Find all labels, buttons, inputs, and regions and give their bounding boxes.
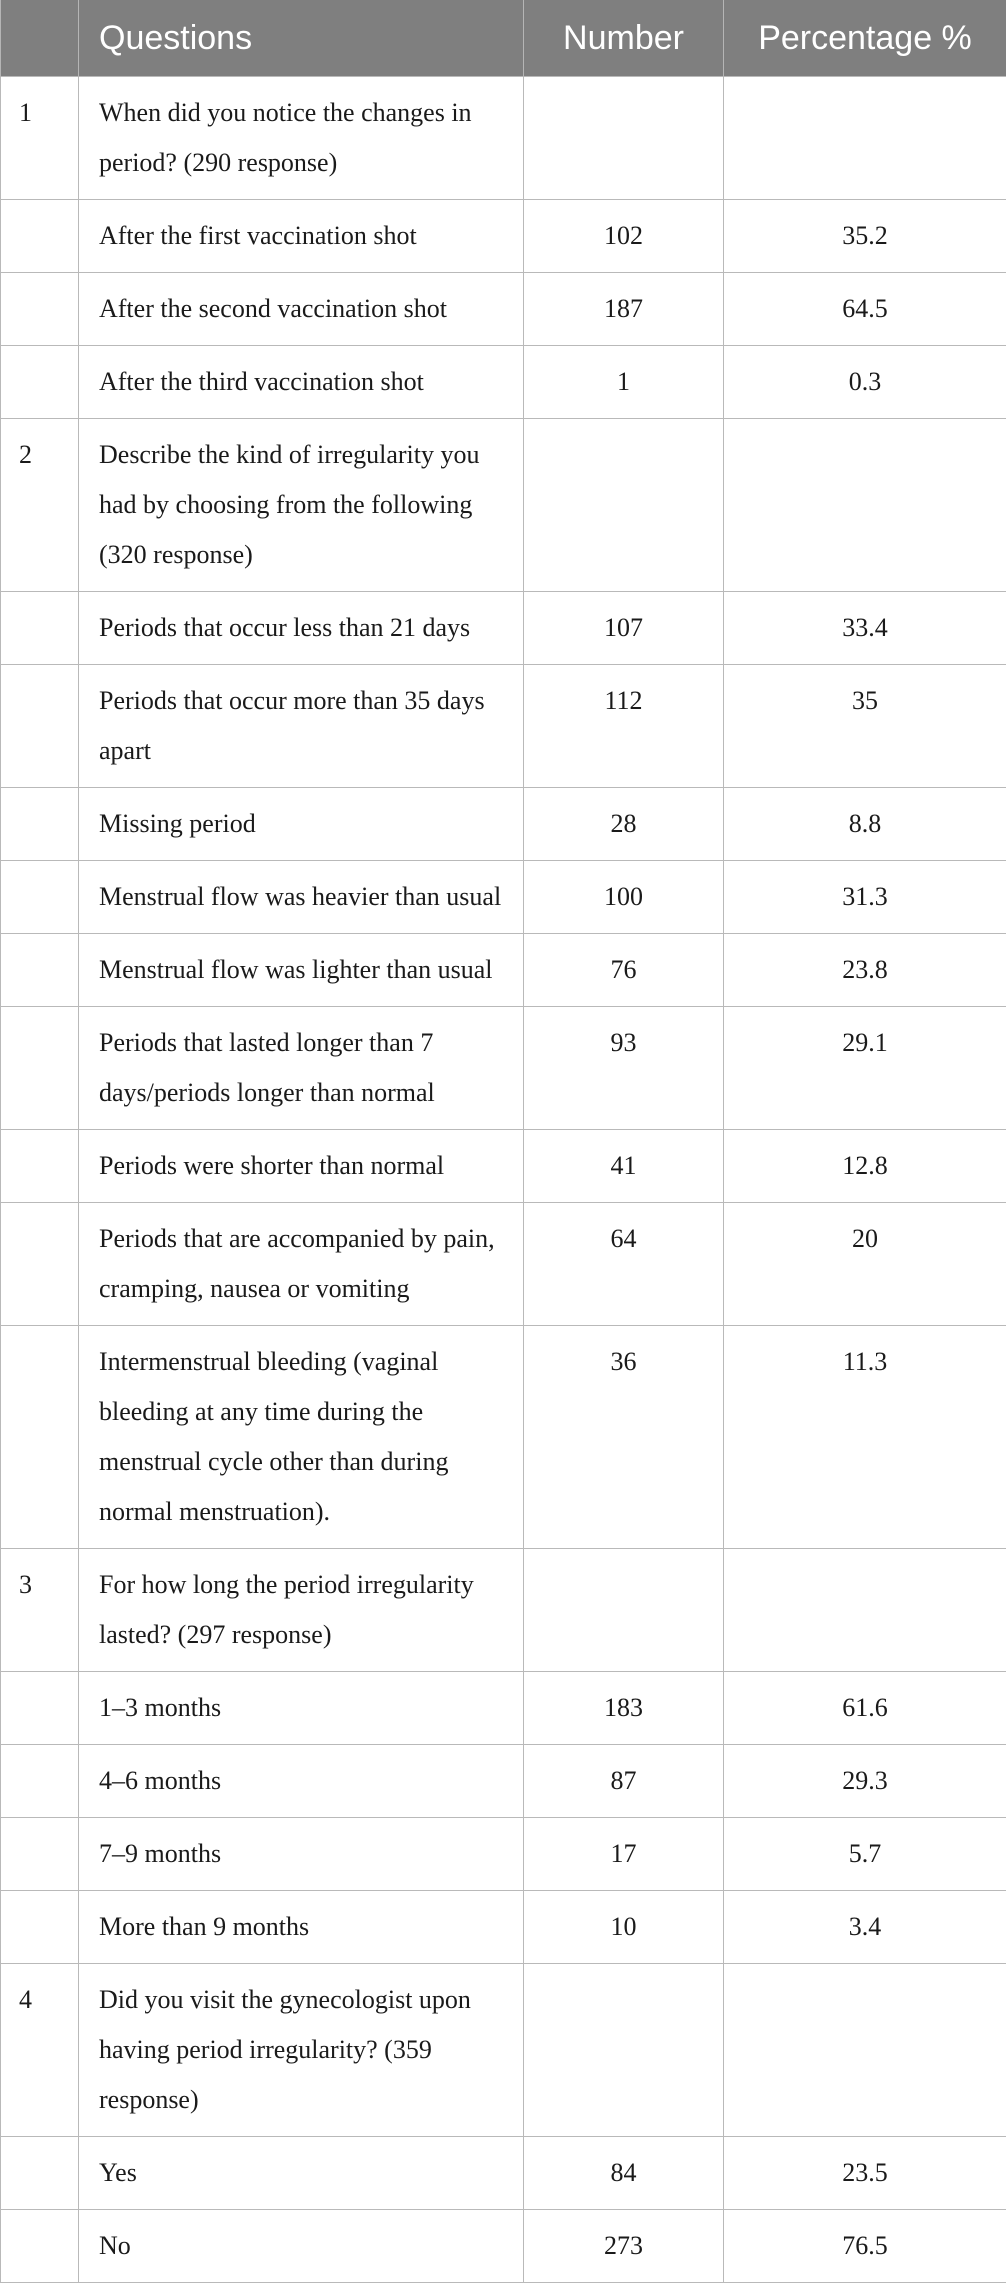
row-index: 3 xyxy=(1,1549,79,1672)
row-index xyxy=(1,788,79,861)
row-percentage: 5.7 xyxy=(724,1818,1006,1891)
row-number: 41 xyxy=(524,1130,724,1203)
row-percentage: 23.5 xyxy=(724,2137,1006,2210)
row-number xyxy=(524,1964,724,2137)
row-percentage: 64.5 xyxy=(724,273,1006,346)
row-percentage: 76.5 xyxy=(724,2210,1006,2283)
row-index xyxy=(1,2137,79,2210)
table-body xyxy=(1,77,1006,2283)
row-number: 112 xyxy=(524,665,724,788)
row-number: 17 xyxy=(524,1818,724,1891)
answer-row xyxy=(1,1203,1006,1326)
row-number xyxy=(524,1549,724,1672)
row-index: 4 xyxy=(1,1964,79,2137)
row-text: More than 9 months xyxy=(79,1891,524,1964)
answer-row xyxy=(1,1891,1006,1964)
row-number: 183 xyxy=(524,1672,724,1745)
answer-row xyxy=(1,861,1006,934)
row-number: 36 xyxy=(524,1326,724,1549)
answer-row xyxy=(1,1745,1006,1818)
row-text: No xyxy=(79,2210,524,2283)
row-percentage xyxy=(724,419,1006,592)
row-percentage: 11.3 xyxy=(724,1326,1006,1549)
header-percentage: Percentage % xyxy=(724,0,1006,77)
row-percentage: 29.1 xyxy=(724,1007,1006,1130)
answer-row xyxy=(1,1130,1006,1203)
row-text: Yes xyxy=(79,2137,524,2210)
answer-row xyxy=(1,1818,1006,1891)
row-number: 102 xyxy=(524,200,724,273)
row-index xyxy=(1,1007,79,1130)
row-text: After the first vaccination shot xyxy=(79,200,524,273)
table-header xyxy=(1,0,1006,77)
row-number: 1 xyxy=(524,346,724,419)
row-number xyxy=(524,77,724,200)
row-text: Menstrual flow was heavier than usual xyxy=(79,861,524,934)
row-number: 28 xyxy=(524,788,724,861)
row-percentage xyxy=(724,77,1006,200)
row-number: 64 xyxy=(524,1203,724,1326)
answer-row xyxy=(1,2210,1006,2283)
row-index xyxy=(1,861,79,934)
row-number: 273 xyxy=(524,2210,724,2283)
answer-row xyxy=(1,665,1006,788)
row-text: After the second vaccination shot xyxy=(79,273,524,346)
row-number: 100 xyxy=(524,861,724,934)
row-text: When did you notice the changes in period? (290 response) xyxy=(79,77,524,200)
row-index xyxy=(1,200,79,273)
question-row xyxy=(1,77,1006,200)
row-index xyxy=(1,665,79,788)
row-index xyxy=(1,1891,79,1964)
answer-row xyxy=(1,273,1006,346)
row-text: Periods that are accompanied by pain, cramping, nausea or vomiting xyxy=(79,1203,524,1326)
answer-row xyxy=(1,1007,1006,1130)
question-row xyxy=(1,419,1006,592)
row-index xyxy=(1,1130,79,1203)
header-number: Number xyxy=(524,0,724,77)
row-text: Menstrual flow was lighter than usual xyxy=(79,934,524,1007)
answer-row xyxy=(1,592,1006,665)
row-text: Describe the kind of irregularity you had by choosing from the following (320 response) xyxy=(79,419,524,592)
row-index xyxy=(1,1326,79,1549)
row-index xyxy=(1,273,79,346)
answer-row xyxy=(1,1672,1006,1745)
answer-row xyxy=(1,346,1006,419)
row-text: 7–9 months xyxy=(79,1818,524,1891)
row-percentage: 8.8 xyxy=(724,788,1006,861)
row-index: 1 xyxy=(1,77,79,200)
row-number: 84 xyxy=(524,2137,724,2210)
header-index xyxy=(1,0,79,77)
row-text: Periods that lasted longer than 7 days/periods longer than normal xyxy=(79,1007,524,1130)
answer-row xyxy=(1,2137,1006,2210)
header-row xyxy=(1,0,1006,77)
row-index xyxy=(1,592,79,665)
row-number: 87 xyxy=(524,1745,724,1818)
row-index xyxy=(1,2210,79,2283)
row-index xyxy=(1,346,79,419)
row-index xyxy=(1,1672,79,1745)
row-index xyxy=(1,1203,79,1326)
row-number: 187 xyxy=(524,273,724,346)
row-percentage: 23.8 xyxy=(724,934,1006,1007)
header-questions: Questions xyxy=(79,0,524,77)
row-percentage: 0.3 xyxy=(724,346,1006,419)
row-percentage: 20 xyxy=(724,1203,1006,1326)
answer-row xyxy=(1,200,1006,273)
row-index xyxy=(1,1745,79,1818)
row-number: 93 xyxy=(524,1007,724,1130)
row-index xyxy=(1,1818,79,1891)
question-row xyxy=(1,1549,1006,1672)
row-percentage: 12.8 xyxy=(724,1130,1006,1203)
answer-row xyxy=(1,788,1006,861)
row-number xyxy=(524,419,724,592)
row-text: Missing period xyxy=(79,788,524,861)
answer-row xyxy=(1,934,1006,1007)
row-text: 1–3 months xyxy=(79,1672,524,1745)
row-percentage: 35 xyxy=(724,665,1006,788)
row-percentage: 31.3 xyxy=(724,861,1006,934)
row-text: For how long the period irregularity lasted? (297 response) xyxy=(79,1549,524,1672)
row-index xyxy=(1,934,79,1007)
row-text: Periods that occur less than 21 days xyxy=(79,592,524,665)
row-number: 10 xyxy=(524,1891,724,1964)
row-text: Did you visit the gynecologist upon having period irregularity? (359 response) xyxy=(79,1964,524,2137)
row-percentage xyxy=(724,1964,1006,2137)
row-number: 107 xyxy=(524,592,724,665)
row-text: Periods that occur more than 35 days apart xyxy=(79,665,524,788)
row-percentage: 35.2 xyxy=(724,200,1006,273)
row-number: 76 xyxy=(524,934,724,1007)
row-percentage xyxy=(724,1549,1006,1672)
question-row xyxy=(1,1964,1006,2137)
answer-row xyxy=(1,1326,1006,1549)
row-percentage: 29.3 xyxy=(724,1745,1006,1818)
row-percentage: 61.6 xyxy=(724,1672,1006,1745)
row-text: Periods were shorter than normal xyxy=(79,1130,524,1203)
row-index: 2 xyxy=(1,419,79,592)
row-text: 4–6 months xyxy=(79,1745,524,1818)
row-text: Intermenstrual bleeding (vaginal bleeding at any time during the menstrual cycle other than during normal menstruation). xyxy=(79,1326,524,1549)
row-percentage: 33.4 xyxy=(724,592,1006,665)
row-text: After the third vaccination shot xyxy=(79,346,524,419)
row-percentage: 3.4 xyxy=(724,1891,1006,1964)
